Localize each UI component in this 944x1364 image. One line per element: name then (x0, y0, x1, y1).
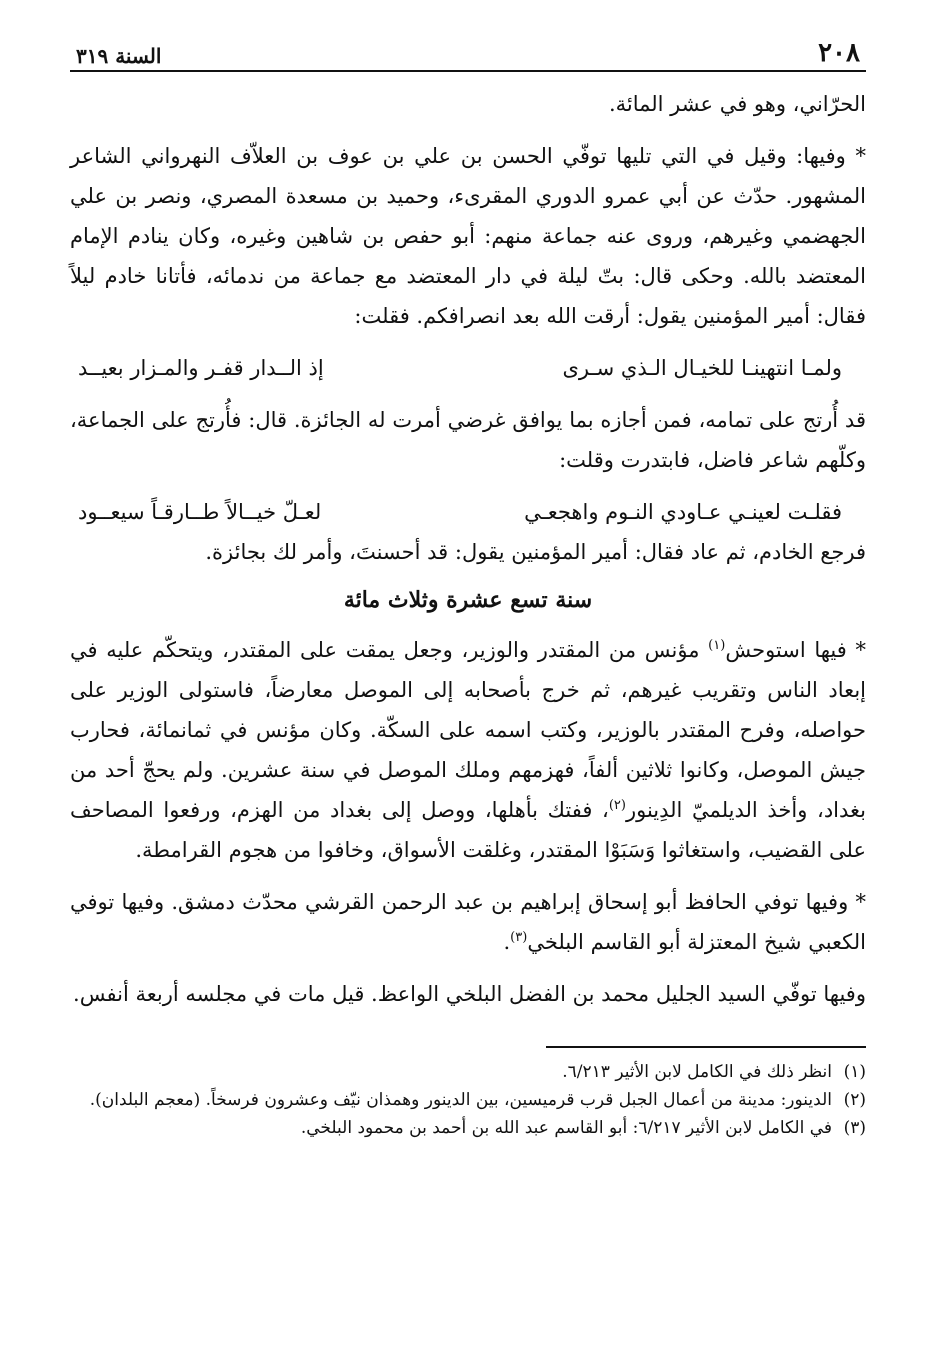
paragraph-4: فرجع الخادم، ثم عاد فقال: أمير المؤمنين يقول: قد أحسنتَ، وأمر لك بجائزة. (205, 540, 866, 564)
footnote-number: (٢) (843, 1090, 866, 1110)
paragraph-3: قد أُرتج على تمامه، فمن أجازه بما يوافق غرضي أمرت له الجائزة. قال: فأُرتج على الجماعة، وكلّهم شاعر فاضل، فابتدرت وقلت: (70, 408, 866, 472)
paragraph-6 (70, 882, 866, 962)
footnote-number: (١) (843, 1062, 866, 1082)
footnote-2 (70, 1086, 866, 1114)
footnote-3 (70, 1114, 866, 1142)
footnote-divider (546, 1046, 866, 1048)
paragraph-2: * وفيها: وقيل في التي تليها توفّي الحسن بن علي بن عوف بن العلاّف النهرواني الشاعر المشهور. حدّث عن أبي عمرو الدوري المقرىء، وحميد بن مسعدة المصري، ونصر بن علي الجهضمي وغيرهم، وروى عنه جماعة منهم: أبو حفص بن شاهين وغيره، وكان ينادم الإمام المعتضد بالله. وحكى قال: بتّ ليلة في دار المعتضد مع جماعة من ندمائه، فأتانا خادم ليلاً فقال: أمير المؤمنين يقول: أرقت الله بعد انصرافكم. فقلت: (70, 144, 866, 328)
running-head (70, 28, 866, 72)
footnote-text: انظر ذلك في الكامل لابن الأثير ٦/٢١٣. (562, 1062, 832, 1082)
page-number: ٢٠٨ (818, 38, 860, 68)
verse-1 (70, 348, 866, 388)
verse-1-second-hemistich: إذ الــدار قفـر والمـزار بعيــد (78, 356, 324, 380)
paragraph-5-text-b: مؤنس من المقتدر والوزير، وجعل يمقت على المقتدر، ويتحكّم عليه في إبعاد الناس وتقريب غيرهم، ثم خرج بأصحابه إلى الموصل معارضاً، فاستولى الوزير على حواصله، وفرح المقتدر بالوزير، وكتب اسمه على السكّة. وكان مؤنس في ثمانمائة، فحارب جيش الموصل، وكانوا ثلاثين ألفاً، فهزمهم وملك الموصل في سنة عشرين. ولم يحجّ أحد من بغداد، وأخذ الديلميّ الدِينور (70, 638, 867, 822)
paragraph-5-text-c: ، ففتك بأهلها، ووصل إلى بغداد من الهزم، ورفعوا المصاحف على القضيب، واستغاثوا وَسَبَوْا المقتدر، وغلقت الأسواق، وخافوا من هجوم القرامطة. (70, 798, 866, 862)
footnote-ref-3: (٣) (510, 930, 528, 945)
footnote-text: في الكامل لابن الأثير ٦/٢١٧: أبو القاسم عبد الله بن أحمد بن محمود البلخي. (300, 1118, 832, 1138)
book-page (70, 28, 866, 1142)
paragraph-5-text-a: * فيها استوحش (725, 638, 866, 662)
footnote-ref-2: (٢) (608, 798, 626, 813)
footnote-1 (70, 1058, 866, 1086)
paragraph-7: وفيها توفّي السيد الجليل محمد بن الفضل البلخي الواعظ. قيل مات في مجلسه أربعة أنفس. (73, 982, 866, 1006)
paragraph-6-text-a: * وفيها توفي الحافظ أبو إسحاق إبراهيم بن عبد الرحمن القرشي محدّث دمشق. وفيها توفي الكعبي شيخ المعتزلة أبو القاسم البلخي (70, 890, 866, 954)
footnote-number: (٣) (843, 1118, 866, 1138)
footnote-text: الدينور: مدينة من أعمال الجبل قرب قرميسين، بين الدينور وهمذان نيّف وعشرون فرسخاً. (معجم البلدان). (89, 1090, 832, 1110)
verse-2 (70, 492, 866, 532)
verse-1-first-hemistich: ولمـا انتهينـا للخيـال الـذي سـرى (562, 356, 842, 380)
paragraph-1: الحرّاني، وهو في عشر المائة. (608, 92, 866, 116)
paragraph-6-text-b: . (503, 930, 511, 954)
paragraph-5 (70, 630, 866, 870)
footnote-ref-1: (١) (708, 638, 726, 653)
verse-2-second-hemistich: لعـلّ خيــالاً طــارقـاً سيعــود (78, 500, 322, 524)
verse-2-first-hemistich: فقلـت لعينـي عـاودي النـوم واهجعـي (524, 500, 842, 524)
year-header: السنة ٣١٩ (76, 44, 162, 68)
section-title: سنة تسع عشرة وثلاث مائة (343, 587, 593, 613)
